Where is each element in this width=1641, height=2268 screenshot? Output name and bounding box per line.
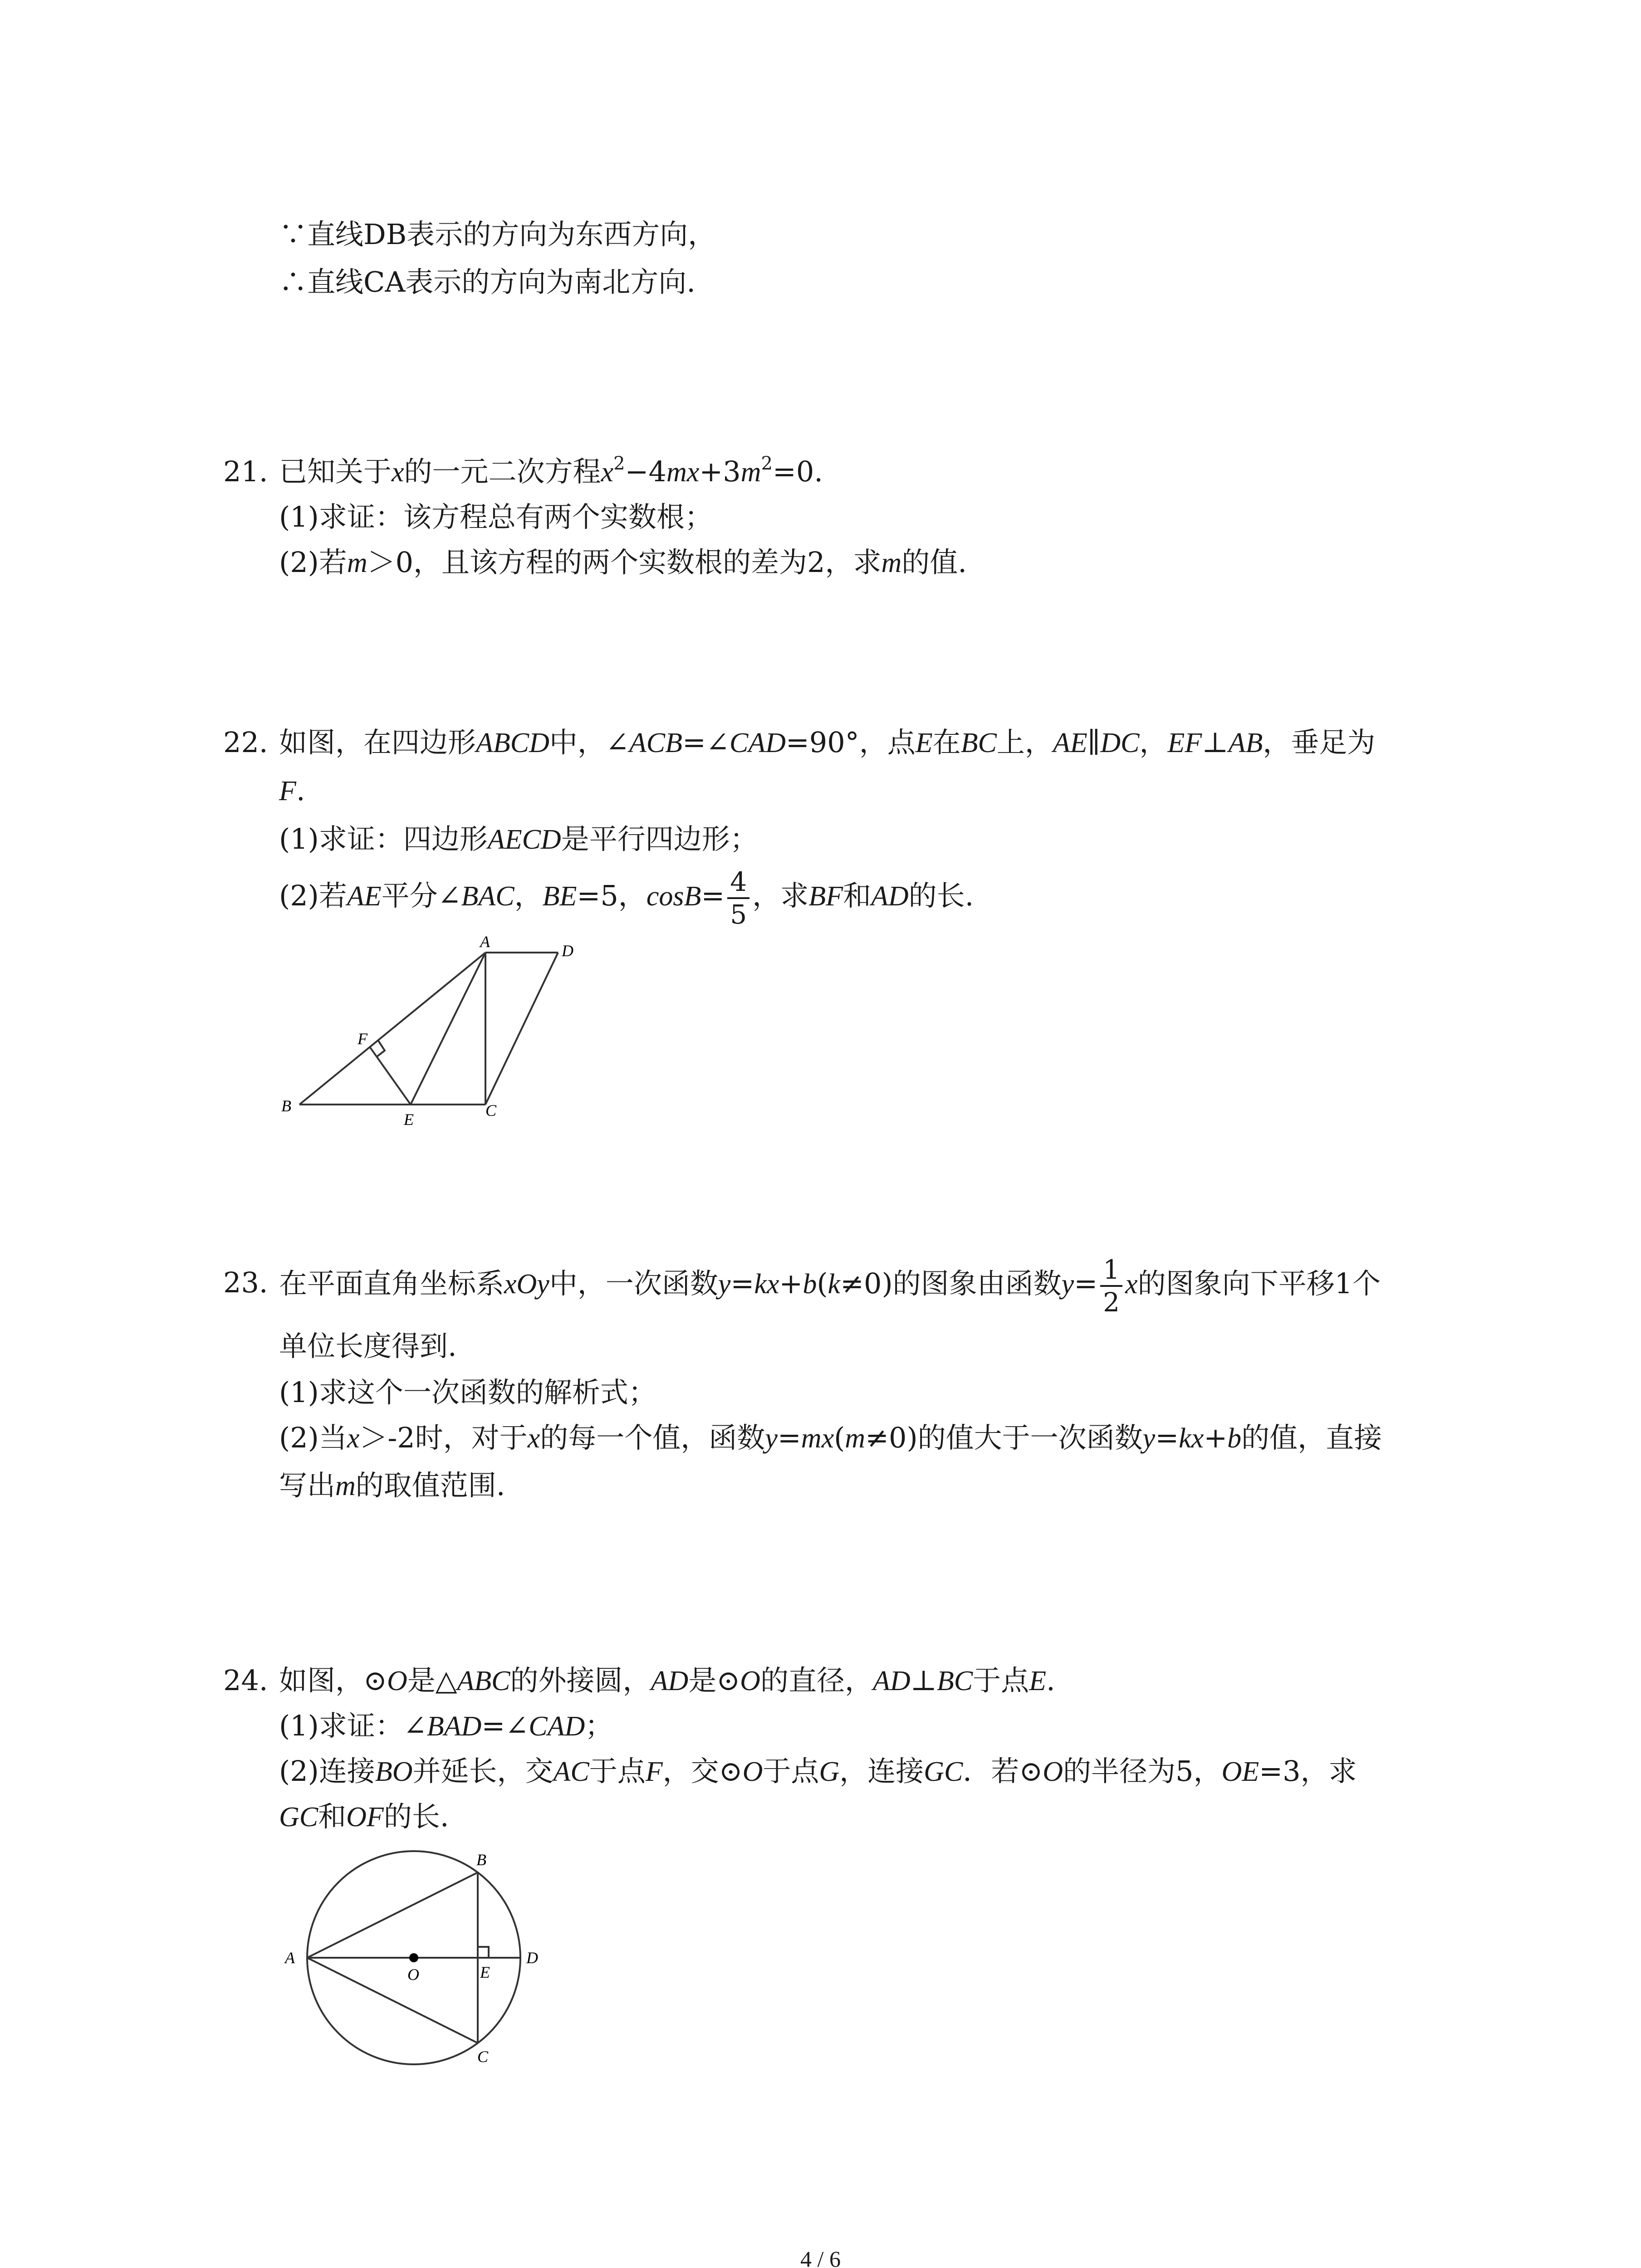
label-D: D xyxy=(562,942,573,960)
question-24-part-2-line-2: GC和OF的长. xyxy=(279,1800,449,1833)
prev-solution-line-1: ∵直线DB表示的方向为东西方向， xyxy=(279,218,716,251)
label-F: F xyxy=(358,1030,367,1048)
question-23-stem: 在平面直角坐标系xOy中，一次函数y=kx+b(k≠0)的图象由函数y= $\frac{1}{2}$ x的图象向下平移1个 xyxy=(279,1254,1381,1318)
page-number: 4 / 6 xyxy=(800,2246,841,2268)
prev-solution-line-2: ∴直线CA表示的方向为南北方向. xyxy=(279,265,696,298)
question-22-stem: 如图，在四边形ABCD中，∠ACB=∠CAD=90°，点E在BC上，AE∥DC，EF⊥AB，垂足为 xyxy=(279,726,1376,759)
question-21-part-2: (2)若m＞0，且该方程的两个实数根的差为2，求m的值. xyxy=(279,546,967,579)
question-21-number: 21. xyxy=(223,455,268,488)
label-A: A xyxy=(285,1949,295,1967)
question-23-part-2: (2)当x＞-2时，对于x的每一个值，函数y=mx(m≠0)的值大于一次函数y=kx+b的值，直接 xyxy=(279,1421,1382,1454)
question-21-stem: 已知关于x的一元二次方程$x^2-4mx+3m^2=0$. xyxy=(279,453,823,488)
question-22-part-2: (2)若AE平分∠BAC，BE=5，cosB= $\frac{4}{5}$ ，求BF和AD的长. xyxy=(279,866,974,930)
question-22-stem-line-2: F. xyxy=(279,774,305,807)
label-C: C xyxy=(477,2048,489,2066)
question-23-stem-line-2: 单位长度得到. xyxy=(279,1330,457,1363)
question-24-part-2: (2)连接BO并延长，交AC于点F，交⊙O于点G，连接GC．若⊙O的半径为5，OE=3，求 xyxy=(279,1755,1357,1788)
question-24-stem: 如图，⊙O是△ABC的外接圆，AD是⊙O的直径，AD⊥BC于点E. xyxy=(279,1664,1055,1697)
label-C: C xyxy=(485,1101,497,1119)
question-23-number: 23. xyxy=(223,1266,268,1299)
question-23-part-1: (1)求这个一次函数的解析式； xyxy=(279,1376,656,1409)
label-O: O xyxy=(407,1965,419,1984)
question-24-part-1: (1)求证：∠BAD=∠CAD； xyxy=(279,1709,613,1742)
label-E: E xyxy=(404,1110,414,1129)
question-24-number: 24. xyxy=(223,1664,268,1697)
center-point-o xyxy=(409,1953,418,1962)
question-22-part-1: (1)求证：四边形AECD是平行四边形； xyxy=(279,822,758,855)
figure-circle-abc xyxy=(272,1842,563,2077)
label-B: B xyxy=(476,1851,486,1869)
question-21-part-1: (1)求证：该方程总有两个实数根； xyxy=(279,500,713,533)
label-D: D xyxy=(526,1949,538,1967)
label-B: B xyxy=(281,1097,291,1115)
question-22-number: 22. xyxy=(223,726,268,759)
label-E: E xyxy=(480,1963,490,1981)
label-A: A xyxy=(480,934,490,951)
fraction-one-half: $\frac{1}{2}$ xyxy=(1100,1254,1122,1318)
figure-quadrilateral-abcd xyxy=(272,934,590,1134)
fraction-four-fifths: $\frac{4}{5}$ xyxy=(727,866,749,930)
question-23-part-2-line-2: 写出m的取值范围. xyxy=(279,1469,505,1502)
